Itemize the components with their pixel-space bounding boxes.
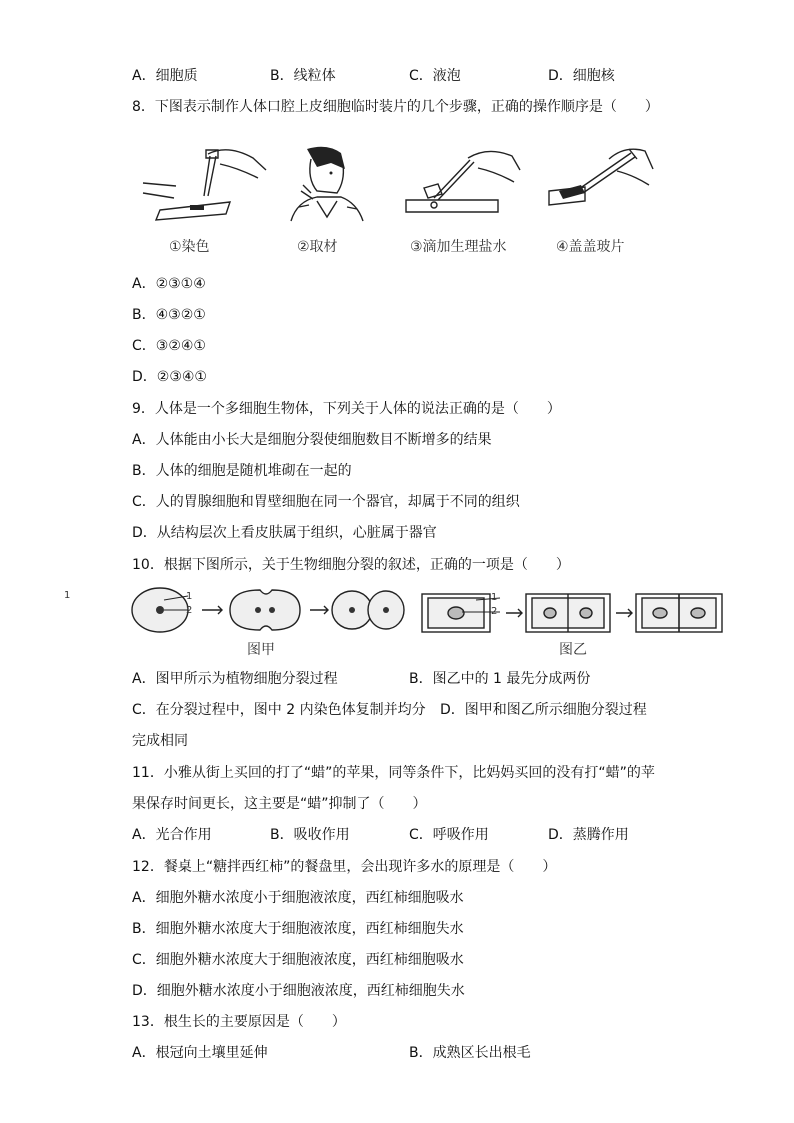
q8-figure-staining xyxy=(138,148,268,218)
q9-option-d: D．从结构层次上看皮肤属于组织，心脏属于器官 xyxy=(132,525,437,541)
q11-option-a: A．光合作用 xyxy=(132,827,212,843)
q8-figure-sampling xyxy=(287,145,367,225)
q10-jia-label-1: 1 xyxy=(64,590,71,601)
q8-figure-coverslip xyxy=(545,145,655,220)
q10-option-a: A．图甲所示为植物细胞分裂过程 xyxy=(132,671,338,687)
q8-option-d: D．②③④① xyxy=(132,369,207,385)
q8-caption-3: ③滴加生理盐水 xyxy=(410,239,507,255)
q8-caption-2: ②取材 xyxy=(297,239,338,255)
q10-stem: 10．根据下图所示，关于生物细胞分裂的叙述，正确的一项是（ ） xyxy=(132,557,570,573)
q10-option-b: B．图乙中的 1 最先分成两份 xyxy=(409,671,591,687)
q9-option-a: A．人体能由小长大是细胞分裂使细胞数目不断增多的结果 xyxy=(132,432,492,448)
q11-option-c: C．呼吸作用 xyxy=(409,827,489,843)
q7-option-a: A．细胞质 xyxy=(132,68,198,84)
q10-yi-label-1: 1 xyxy=(491,592,498,603)
q9-stem: 9．人体是一个多细胞生物体，下列关于人体的说法正确的是（ ） xyxy=(132,401,561,417)
q8-caption-1: ①染色 xyxy=(169,239,210,255)
q12-option-b: B．细胞外糖水浓度大于细胞液浓度，西红柿细胞失水 xyxy=(132,921,464,937)
q13-option-a: A．根冠向土壤里延伸 xyxy=(132,1045,268,1061)
q9-option-b: B．人体的细胞是随机堆砌在一起的 xyxy=(132,463,352,479)
q12-stem: 12．餐桌上“糖拌西红柿”的餐盘里，会出现许多水的原理是（ ） xyxy=(132,859,557,875)
q10-caption-jia: 图甲 xyxy=(247,642,275,658)
q7-option-c: C．液泡 xyxy=(409,68,461,84)
q8-caption-4: ④盖盖玻片 xyxy=(556,239,625,255)
q10-caption-yi: 图乙 xyxy=(559,642,587,658)
q11-stem-line1: 11．小雅从街上买回的打了“蜡”的苹果，同等条件下，比妈妈买回的没有打“蜡”的苹 xyxy=(132,765,655,781)
q11-option-d: D．蒸腾作用 xyxy=(548,827,629,843)
q8-option-c: C．③②④① xyxy=(132,338,206,354)
q10-jia-label-1b: 1 xyxy=(186,591,193,602)
q10-figure-yi xyxy=(418,590,728,638)
q8-stem: 8．下图表示制作人体口腔上皮细胞临时装片的几个步骤，正确的操作顺序是（ ） xyxy=(132,99,659,115)
q10-jia-label-2: 2 xyxy=(186,605,193,616)
q8-option-b: B．④③②① xyxy=(132,307,206,323)
q9-option-c: C．人的胃腺细胞和胃壁细胞在同一个器官，却属于不同的组织 xyxy=(132,494,520,510)
q12-option-a: A．细胞外糖水浓度小于细胞液浓度，西红柿细胞吸水 xyxy=(132,890,464,906)
q10-yi-label-2: 2 xyxy=(491,606,498,617)
q7-option-d: D．细胞核 xyxy=(548,68,615,84)
q10-option-c: C．在分裂过程中，图中 2 内染色体复制并均分 xyxy=(132,702,426,718)
q8-option-a: A．②③①④ xyxy=(132,276,206,292)
q12-option-d: D．细胞外糖水浓度小于细胞液浓度，西红柿细胞失水 xyxy=(132,983,465,999)
q7-option-b: B．线粒体 xyxy=(270,68,336,84)
q11-option-b: B．吸收作用 xyxy=(270,827,350,843)
q8-figure-saline xyxy=(402,148,522,220)
q13-stem: 13．根生长的主要原因是（ ） xyxy=(132,1014,346,1030)
q11-stem-line2: 果保存时间更长，这主要是“蜡”抑制了（ ） xyxy=(132,796,427,812)
q13-option-b: B．成熟区长出根毛 xyxy=(409,1045,531,1061)
q10-option-d: D．图甲和图乙所示细胞分裂过程 xyxy=(440,702,647,718)
q10-figure-jia xyxy=(130,586,420,638)
q12-option-c: C．细胞外糖水浓度大于细胞液浓度，西红柿细胞吸水 xyxy=(132,952,464,968)
q10-option-d-cont: 完成相同 xyxy=(132,733,188,749)
